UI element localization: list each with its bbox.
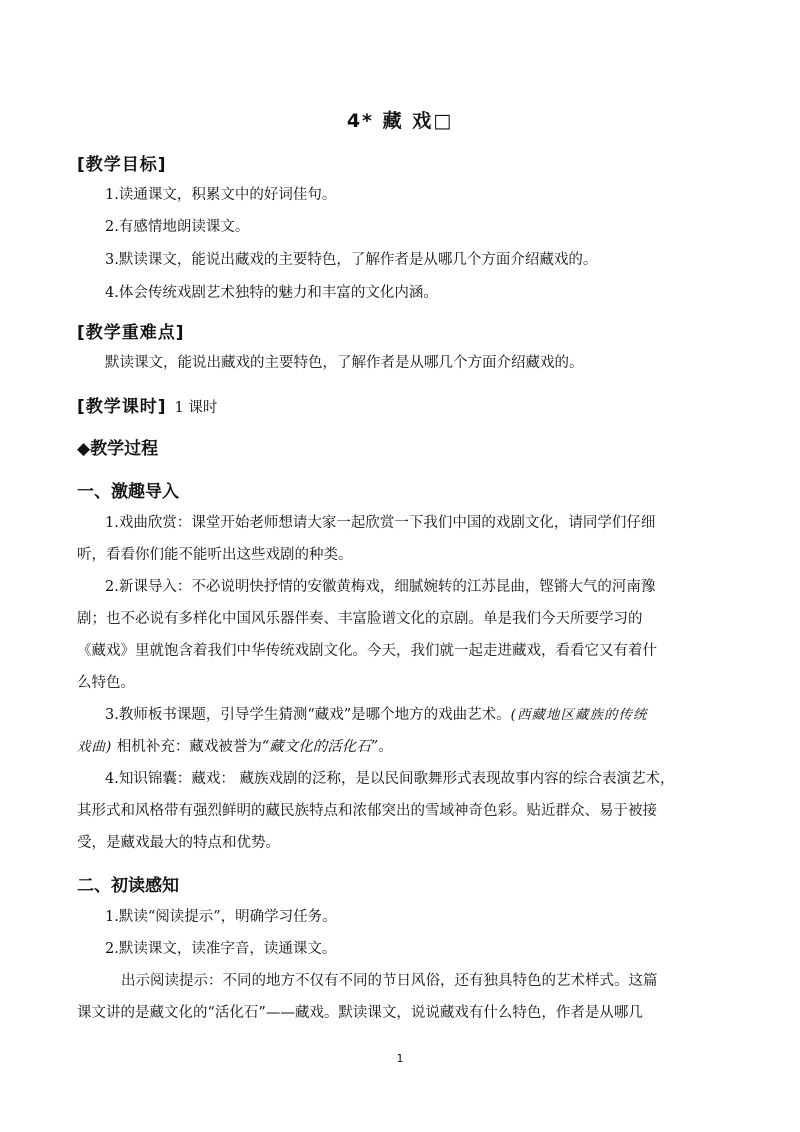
part1-p2-line4: 么特色。 <box>77 675 135 691</box>
goals-heading: [教学目标] <box>77 155 167 175</box>
part2-p3-line2: 课文讲的是藏文化的“活化石”——藏戏。默读课文，说说藏戏有什么特色，作者是从哪几 <box>77 1005 643 1021</box>
goal-item-3: 3.默读课文，能说出藏戏的主要特色，了解作者是从哪几个方面介绍藏戏的。 <box>105 252 598 268</box>
part1-p1-line1: 1.戏曲欣赏：课堂开始老师想请大家一起欣赏一下我们中国的戏剧文化，请同学们仔细 <box>105 515 656 531</box>
key-points-heading: [教学重难点] <box>77 323 185 343</box>
lesson-title: 4* 藏 戏□ <box>346 110 454 132</box>
class-hours-value: 1 课时 <box>174 400 218 416</box>
part1-p3-quote: “藏文化的活化石” <box>261 739 379 755</box>
part1-p2-line2: 剧；也不必说有多样化中国风乐器伴奏、丰富脸谱文化的京剧。单是我们今天所要学习的 <box>77 611 643 627</box>
part1-p3-note: (西藏地区藏族的传统 <box>510 707 648 723</box>
part1-heading: 一、激趣导入 <box>77 482 179 502</box>
part1-p4-line2: 其形式和风格带有强烈鲜明的藏民族特点和浓郁突出的雪域神奇色彩。贴近群众、易于被接 <box>77 803 657 819</box>
part2-p3-line1: 出示阅读提示：不同的地方不仅有不同的节日风俗，还有独具特色的艺术样式。这篇 <box>121 973 658 989</box>
part2-heading: 二、初读感知 <box>77 876 179 896</box>
part1-p2-line1: 2.新课导入：不必说明快抒情的安徽黄梅戏，细腻婉转的江苏昆曲，铿锵大气的河南豫 <box>105 579 656 595</box>
part1-p3-text: 3.教师板书课题，引导学生猜测“藏戏”是哪个地方的戏曲艺术。 <box>105 707 511 723</box>
part1-p3-note-end: 戏曲) <box>77 739 113 755</box>
part2-p2: 2.默读课文，读准字音，读通课文。 <box>105 941 337 957</box>
class-hours-heading <box>77 392 217 417</box>
part2-p1: 1.默读“阅读提示”，明确学习任务。 <box>105 909 337 925</box>
class-hours-label: [教学课时] <box>77 397 167 417</box>
part1-p2-line3: 《藏戏》里就饱含着我们中华传统戏剧文化。今天，我们就一起走进藏戏，看看它又有着什 <box>77 643 657 659</box>
goal-item-1: 1.读通课文，积累文中的好词佳句。 <box>105 187 337 203</box>
process-heading: ◆教学过程 <box>77 439 159 459</box>
part1-p1-line2: 听，看看你们能不能听出这些戏剧的种类。 <box>77 547 353 563</box>
goal-item-4: 4.体会传统戏剧艺术独特的魅力和丰富的文化内涵。 <box>105 285 438 301</box>
page-number: 1 <box>396 1052 404 1065</box>
goal-item-2: 2.有感情地朗读课文。 <box>105 219 250 235</box>
part1-p3-supplement: 相机补充：藏戏被誉为 <box>116 739 262 755</box>
part1-p3-line2 <box>77 740 393 755</box>
part1-p4-line3: 受，是藏戏最大的特点和优势。 <box>77 835 280 851</box>
part1-p4-line1: 4.知识锦囊：藏戏： 藏族戏剧的泛称，是以民间歌舞形式表现故事内容的综合表演艺术， <box>105 771 675 787</box>
part1-p3-period: 。 <box>378 739 393 755</box>
key-points-text: 默读课文，能说出藏戏的主要特色，了解作者是从哪几个方面介绍藏戏的。 <box>105 355 584 371</box>
part1-p3-line1 <box>105 708 647 723</box>
